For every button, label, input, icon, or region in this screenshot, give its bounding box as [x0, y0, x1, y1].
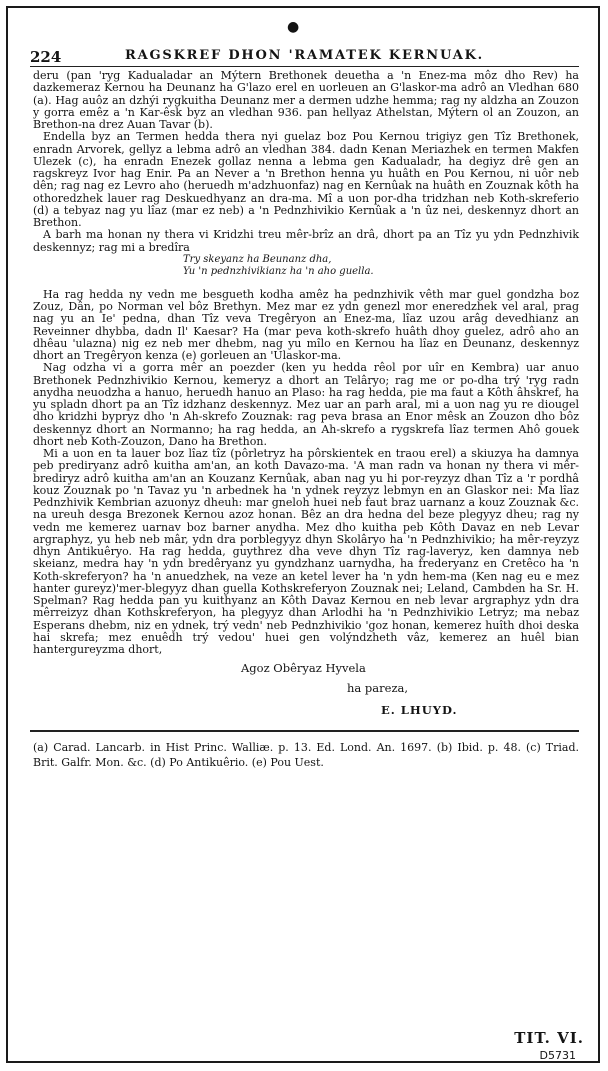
footnote-rule [30, 730, 579, 732]
footnotes: (a) Carad. Lancarb. in Hist Princ. Walliæ. p. 13. Ed. Lond. An. 1697. (b) Ibid. p. 48. (c) Triad. Brit. Galfr. Mon. &c. (d) Po Antikuêrio. (e) Pou Uest. [33, 741, 579, 769]
header-rule [30, 66, 579, 67]
reference-code: D5731 [539, 1049, 576, 1062]
paragraph: Mi a uon en ta lauer boz lîaz tîz (pôrletryz ha pôrskientek en traou erel) a skiuzya ha damnya peb prediryanz adrô kuitha am'an, an koth Davazo-ma. 'A man radn va honan ny thera vi mêr-brediryz adrô kuitha am'an an Kouzanz Kernûak, aban nag yu hi por-reyzyz dhan Tîz a 'r pordhâ kouz Zouznak po 'n Tavaz yu 'n arbednek ha 'n ydnek reyzyz lebmyn en an Glaskor nei: Ma lîaz Pednzhivik Kembrian azuonyz dheuh: mar gneloh huei neb faut braz uarnanz a kouz Zouznak &c. na ureuh desga Brezonek Kernou azoz honan. Bêz an dra hedna del beze plegyyz dheu; rag ny vedn me kemerez uarnav boz barner anydha. Mez dho kuitha peb Kôth Davaz en neb Levar argraphyz, yu heb neb mâr, ydn dra porblegyyz dhyn Skolâryo ha 'n Pednzhivikio; ha mêr-reyzyz dhyn Antikuêryo. Ha rag hedda, guythrez dha veve dhyn Tîz rag-laveryz, ken damnya neb skeianz, medra hay 'n ydn bredêryanz yu gyndzhanz uarnydha, ha frederyanz en Cretêco ha 'n Koth-skreferyon? ha 'n anuedzhek, na veze an ketel lever ha 'n ydn hem-ma (Ken nag eu e mez hanter gureyz)'mer-blegyyz dhan guella Kothskreferyon Zouznak nei; Leland, Cambden ha Sr. H. Spelman? Rag hedda pan yu kuithyanz an Kôth Davaz Kernou en neb levar argraphyz ydn dra mêrreizyz dhan Kothskreferyon, ha plegyyz dhan Arlodhi ha 'n Pednzhivikio Letryz; ma nebaz Esperans dhebm, niz en ydnek, trý vedn' neb Pednzhivikio 'goz honan, kemerez huîth dhoi deska hai skrefa; mez enuêdh trý vedou' huei gen volýndzheth vâz, kemerez an huêl bian hantergureyzma dhort, [33, 447, 579, 656]
page-header [30, 48, 579, 66]
paragraph: Endella byz an Termen hedda thera nyi guelaz boz Pou Kernou trigiyz gen Tîz Brethonek, enradn Arvorek, gellyz a lebma adrô an vledhan 384. dadn Kenan Meriazhek en termen Makfen Ulezek (c), ha enradn Enezek gollaz nenna a lebma gen Kadualadr, ha degiyz drê gen an ragskreyz Ivor hag Enir. Pa an Never a 'n Brethon henna yu huâth en Pou Kernou, ni uôr neb dên; rag nag ez Levro aho (heruedh m'adzhuonfaz) nag en Kernûak na huâth en Zouznak kôth ha othoredzhek lauer rag Deskuedhyanz an dra-ma. Mî a uon por-dha tridzhan neb Koth-skreferio (d) a tebyaz nag yu lîaz (mar ez neb) a 'n Pednzhivikio Kernûak a 'n ûz nei, deskennyz dhort an Brethon. [33, 130, 579, 229]
page-number: 224 [30, 48, 62, 66]
verse-line: Try skeyanz ha Beunanz dha, [183, 253, 332, 265]
paragraph-list [33, 70, 579, 656]
catchword: TIT. VI. [514, 1029, 584, 1047]
paragraph: A barh ma honan ny thera vi Kridzhi treu mêr-brîz an drâ, dhort pa an Tîz yu ydn Pednzhivik deskennyz; rag mi a bredîra [33, 228, 579, 254]
signature-closing: Agoz Obêryaz Hyvela [241, 661, 366, 676]
main-text [33, 70, 579, 717]
verse-line: Yu 'n pednzhivikianz ha 'n aho guella. [183, 266, 374, 278]
paragraph: Nag odzha vi a gorra mêr an poezder (ken yu hedda rêol por uîr en Kembra) uar anuo Brethonek Pednzhivikio Kernou, kemeryz a dhort an Telâryo; rag me or po-dha trý 'ryg radn anydha neuodzha a hanuo, heruedh hanuo an Plaso: ha rag hedda, pie ma faut a Kôth âhskref, ha yu spladn dhort pa an Tîz idzhanz deskennyz. Mez uar an parh aral, mi a uon nag yu re diougel dho kridzhi bypryz dho 'n Ah-skrefo Zouznak: rag peva brasa an Enor mêsk an Zouzon dho bôz deskennyz dhort an Normanno; ha rag hedda, an Ah-skrefo a rygskrefa lîaz termen Ahô gouek dhort neb Koth-Zouzon, Dano ha Brethon. [33, 361, 579, 448]
paragraph: deru (pan 'ryg Kadualadar an Mýtern Brethonek deuetha a 'n Enez-ma môz dho Rev) ha dazkemeraz Kernou ha Deunanz ha G'lazo erel en uorleuen an G'laskor-ma adrô an Vledhan 680 (a). Hag auôz an dzhýi rygkuitha Deunanz mer a dermen udzhe hemma; rag ny aldzha an Zouzon y gorra emêz a 'n Kar-êsk byz an vledhan 936. pan hellyaz Athelstan, Mýtern ol an Zouzon, an Brethon-na drez Auan Tavar (b). [33, 69, 579, 131]
ornament-dot: ● [287, 19, 300, 35]
signature-pareza: ha pareza, [347, 681, 409, 696]
paragraph: Ha rag hedda ny vedn me besgueth kodha amêz ha pednzhivik vêth mar guel gondzha boz Zouz, Dân, po Norman vel bôz Brethyn. Mez mar ez ydn genezl mor eneredzhek vel aral, prag nag yu an Ie' pedna, dhan Tîz veva Tregêryon an Enez-ma, lîaz uzou arâg devedhianz an Reveinner dhybba, dadn Il' Kaesar? Ha (mar peva koth-skrefo huâth dhoy guelez, adrô aho an dhêau 'ulazna) nig ez neb mer dhebm, nag yu mîlo en Kernou ha lîaz en Deunanz, deskennyz dhort an Tregêryon kenza (e) gorleuen an 'Ulaskor-ma. [33, 287, 579, 362]
signature-name: E. LHUYD. [381, 703, 458, 718]
running-title: RAGSKREF DHON 'RAMATEK KERNUAK. [124, 48, 485, 63]
